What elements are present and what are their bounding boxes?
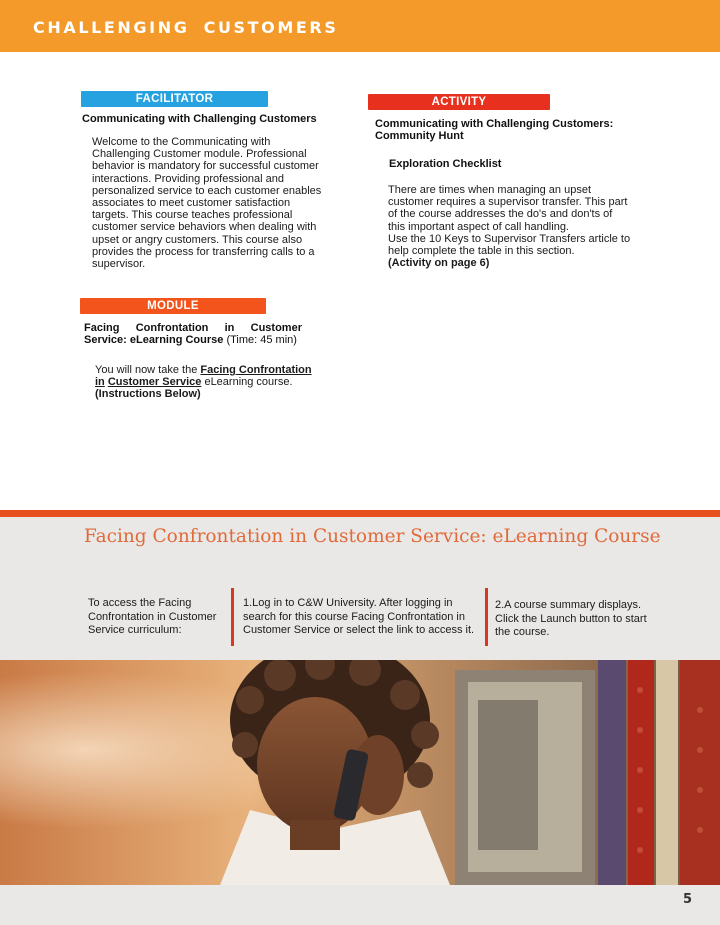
text-line: the course.	[495, 626, 550, 638]
text-span: eLearning course.	[201, 376, 293, 389]
text-line: interactions. Providing professional and	[92, 172, 285, 185]
facilitator-heading: Communicating with Challenging Customers	[82, 113, 317, 125]
text-line: of the course addresses the do's and don'ts of	[388, 208, 613, 221]
text-line: help complete the table in this section.	[388, 245, 575, 258]
course-duration: (Time: 45 min)	[223, 334, 297, 346]
text-line: Customer Service or select the link to access it.	[243, 624, 475, 636]
course-link[interactable]: Facing Confrontation	[200, 364, 312, 376]
facilitator-tag: FACILITATOR	[81, 91, 268, 107]
text-line: Challenging Customer module. Professional	[92, 148, 307, 161]
activity-body	[388, 184, 643, 269]
text-line: 2.A course summary displays.	[495, 599, 642, 611]
text-line: associates to meet customer satisfaction	[92, 197, 291, 210]
page-footer	[0, 885, 720, 925]
module-heading	[84, 322, 302, 346]
text-line: provides the process for transferring calls to a	[92, 245, 315, 258]
course-link[interactable]: Customer Service	[107, 376, 202, 389]
page-header	[0, 0, 720, 52]
activity-heading-line: Community Hunt	[375, 130, 464, 142]
text-line: customer requires a supervisor transfer. This part	[388, 196, 628, 209]
text-line: this important aspect of call handling.	[388, 220, 569, 233]
instructions-note: (Instructions Below)	[95, 388, 201, 401]
step-intro	[88, 597, 228, 638]
heading-word: Confrontation	[135, 322, 209, 334]
band-title: Facing Confrontation in Customer Service: eLearning Course	[84, 526, 661, 547]
text-line: 1.Log in to C&W University. After logging in	[243, 597, 453, 609]
text-line: Use the 10 Keys to Supervisor Transfers article to	[388, 232, 631, 245]
step-2	[495, 599, 670, 640]
text-line: To access the Facing	[88, 597, 192, 609]
text-line: Welcome to the Communicating with	[92, 136, 271, 148]
text-line: targets. This course teaches professional	[92, 209, 293, 222]
text-line: customer service behaviors when dealing with	[92, 221, 317, 234]
step-1	[243, 597, 481, 638]
text-line: Confrontation in Customer	[88, 610, 217, 623]
step-divider	[231, 588, 234, 646]
text-line: behavior is mandatory for successful customer	[92, 160, 319, 173]
header-title: CHALLENGING CUSTOMERS	[33, 18, 339, 37]
activity-subheading: Exploration Checklist	[389, 158, 502, 170]
activity-note: (Activity on page 6)	[388, 257, 490, 270]
facilitator-body	[92, 136, 332, 270]
heading-word: Facing	[84, 322, 120, 334]
text-line: upset or angry customers. This course also	[92, 233, 303, 246]
heading-word: Customer	[250, 322, 302, 334]
woman-on-phone-photo	[0, 660, 720, 885]
activity-heading	[375, 118, 645, 142]
heading-word: in	[224, 322, 235, 334]
page-number: 5	[682, 892, 692, 907]
text-line: search for this course Facing Confrontation in	[243, 610, 465, 623]
text-line: Service curriculum:	[88, 624, 182, 636]
course-link[interactable]: in	[95, 376, 105, 389]
step-divider	[485, 588, 488, 646]
text-line: Click the Launch button to start	[495, 612, 647, 625]
activity-heading-line: Communicating with Challenging Customers:	[375, 118, 614, 130]
text-span: You will now take the	[95, 364, 201, 376]
text-line: supervisor.	[92, 258, 146, 271]
text-line: There are times when managing an upset	[388, 184, 592, 196]
module-tag: MODULE	[80, 298, 266, 314]
module-body	[95, 364, 335, 401]
photo-illustration	[0, 660, 720, 885]
band-divider	[0, 510, 720, 517]
text-line: personalized service to each customer enables	[92, 184, 322, 197]
activity-tag: ACTIVITY	[368, 94, 550, 110]
heading-course-name: Service: eLearning Course	[84, 334, 224, 346]
